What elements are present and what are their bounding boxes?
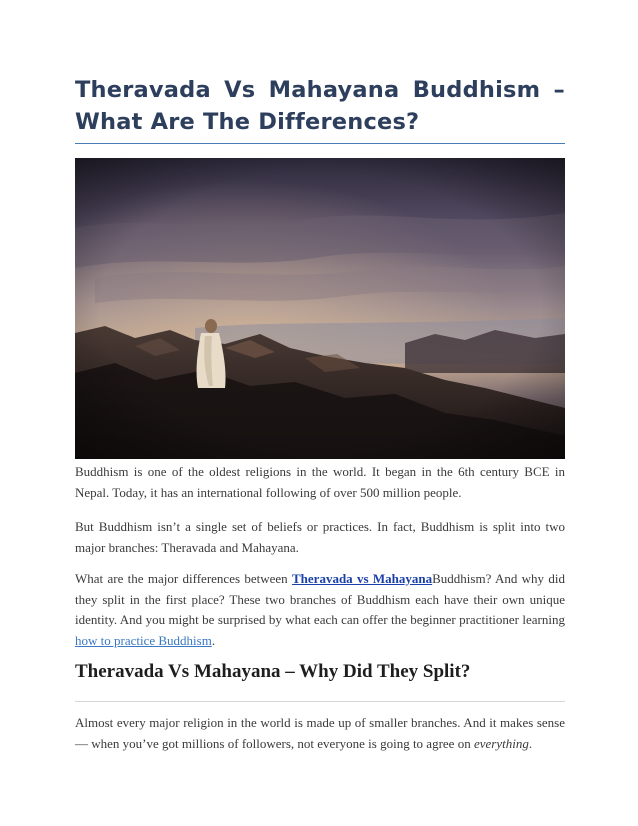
split-paragraph — [75, 713, 565, 754]
differences-paragraph — [75, 569, 565, 651]
text-span: Almost every major religion in the world is made up of smaller branches. And it makes sense — when you’ve got millions of followers, not everyone is going to agree on — [75, 715, 565, 751]
section-divider — [75, 701, 565, 702]
text-span: . — [528, 735, 533, 751]
mountain-monk-photo-icon — [75, 158, 565, 459]
branches-paragraph: But Buddhism isn’t a single set of beliefs or practices. In fact, Buddhism is split into two major branches: Theravada and Mahayana. — [75, 519, 565, 555]
hero-image — [75, 158, 565, 459]
title-divider — [75, 143, 565, 144]
how-to-practice-buddhism-link[interactable]: how to practice Buddhism — [75, 632, 212, 648]
text-span: Buddhism? And why did they split in the first place? These two branches of Buddhism each have their own unique identity. And you might be surprised by what each can offer the beginner practitioner learning — [75, 571, 565, 627]
text-span: What are the major differences between — [75, 571, 292, 586]
emphasis-text: everything — [473, 735, 529, 751]
text-span: . — [211, 632, 216, 648]
theravada-vs-mahayana-link[interactable]: Theravada vs Mahayana — [292, 571, 433, 586]
intro-paragraph: Buddhism is one of the oldest religions in the world. It began in the 6th century BCE in Nepal. Today, it has an international following of over 500 million people. — [75, 464, 565, 500]
page-title: Theravada Vs Mahayana Buddhism – What Are The Differences? — [75, 77, 565, 135]
section-heading: Theravada Vs Mahayana – Why Did They Split? — [75, 661, 471, 682]
